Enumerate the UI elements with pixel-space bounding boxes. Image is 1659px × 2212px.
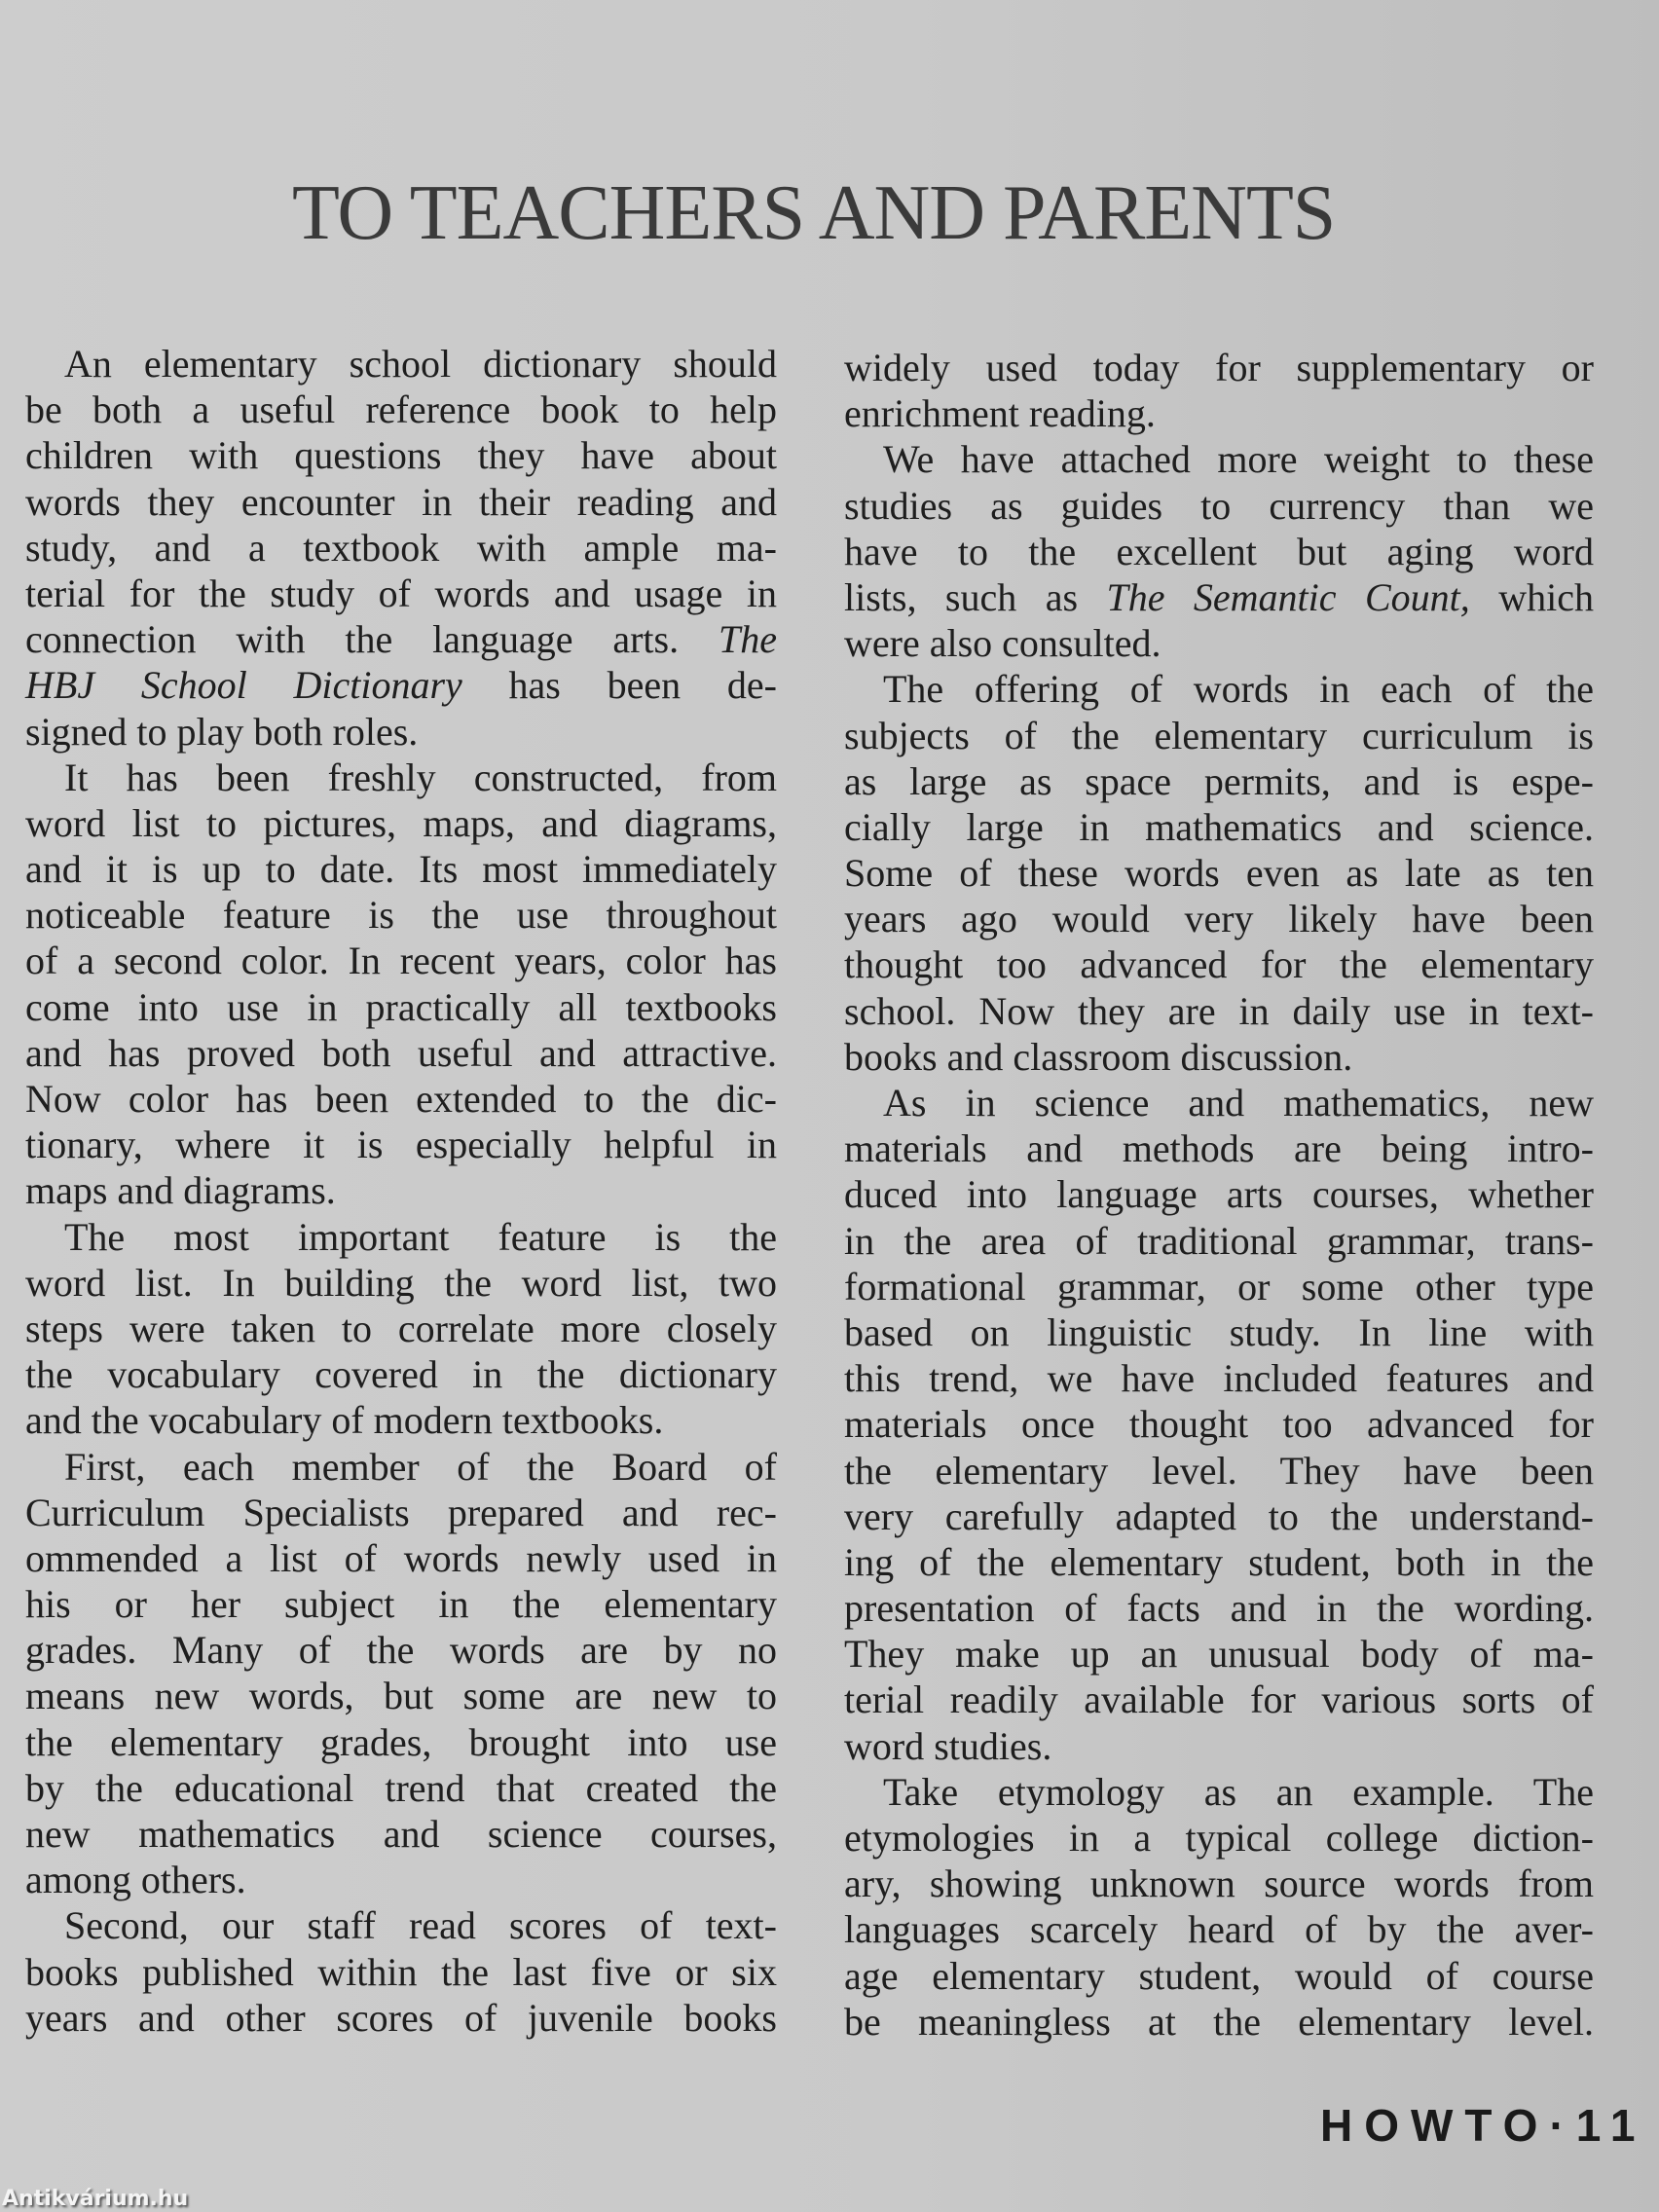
text-line: studies as guides to currency than we — [844, 483, 1594, 528]
paragraph — [844, 1769, 1594, 2045]
text-line: age elementary student, would of course — [844, 1953, 1594, 1998]
text-segment: which — [1469, 574, 1594, 619]
text-line: Some of these words even as late as ten — [844, 851, 1594, 896]
text-line: word list. In building the word list, two — [25, 1260, 777, 1305]
text-line: word list to pictures, maps, and diagrams, — [25, 800, 777, 845]
paragraph — [25, 1214, 777, 1444]
text-line: widely used today for supplementary or — [844, 346, 1594, 389]
text-line: study, and a textbook with ample ma- — [25, 525, 777, 570]
paragraph — [25, 1444, 777, 1903]
text-line: ary, showing unknown source words from — [844, 1862, 1594, 1906]
paragraph — [844, 666, 1594, 1080]
text-line: word studies. — [844, 1723, 1052, 1768]
text-line: signed to play both roles. — [25, 709, 419, 754]
text-line: come into use in practically all textbooks — [25, 984, 777, 1029]
text-line: It has been freshly constructed, from — [64, 755, 777, 799]
text-line: Take etymology as an example. The — [883, 1769, 1594, 1814]
text-line: children with questions they have about — [25, 433, 777, 478]
paragraph — [844, 436, 1594, 666]
text-line: duced into language arts courses, whether — [844, 1172, 1594, 1217]
text-line — [844, 574, 1594, 620]
text-line — [25, 616, 777, 662]
text-line: and has proved both useful and attractive. — [25, 1030, 777, 1075]
text-line: materials once thought too advanced for — [844, 1402, 1594, 1447]
text-line: steps were taken to correlate more closely — [25, 1306, 777, 1350]
text-line: Curriculum Specialists prepared and rec- — [25, 1490, 777, 1534]
text-line: his or her subject in the elementary — [25, 1582, 777, 1627]
italic-title: HBJ School Dictionary — [25, 663, 462, 708]
text-line: The offering of words in each of the — [883, 667, 1594, 712]
paragraph — [844, 345, 1594, 436]
italic-title: The — [719, 617, 777, 662]
text-line: were also consulted. — [844, 621, 1161, 666]
text-line: We have attached more weight to these — [883, 437, 1594, 482]
text-line: etymologies in a typical college diction- — [844, 1816, 1594, 1860]
text-line — [25, 662, 777, 708]
text-line: this trend, we have included features and — [844, 1356, 1594, 1401]
text-line: school. Now they are in daily use in text- — [844, 988, 1594, 1033]
text-line: Now color has been extended to the dic- — [25, 1077, 777, 1121]
text-line: cially large in mathematics and science. — [844, 804, 1594, 849]
paragraph — [25, 1902, 777, 2041]
text-line: very carefully adapted to the understand- — [844, 1493, 1594, 1538]
paragraph — [25, 341, 777, 755]
text-line: years ago would very likely have been — [844, 897, 1594, 941]
text-line: books published within the last five or six — [25, 1949, 777, 1994]
text-line: and it is up to date. Its most immediately — [25, 847, 777, 892]
text-line: terial readily available for various sorts of — [844, 1677, 1594, 1722]
text-line: and the vocabulary of modern textbooks. — [25, 1398, 664, 1443]
text-segment: has been de- — [461, 663, 777, 708]
text-line: books and classroom discussion. — [844, 1034, 1353, 1079]
text-line: tionary, where it is especially helpful in — [25, 1123, 777, 1167]
text-line: formational grammar, or some other type — [844, 1264, 1594, 1309]
text-line: among others. — [25, 1858, 246, 1902]
text-segment: lists, such as — [844, 574, 1107, 619]
text-line: in the area of traditional grammar, trans- — [844, 1218, 1594, 1263]
text-line: presentation of facts and in the wording. — [844, 1586, 1594, 1631]
text-line: They make up an unusual body of ma- — [844, 1632, 1594, 1677]
text-line: The most important feature is the — [64, 1214, 777, 1259]
text-column-left — [25, 341, 777, 2041]
text-line: Second, our staff read scores of text- — [64, 1903, 777, 1948]
text-line: the elementary grades, brought into use — [25, 1719, 777, 1764]
text-line: as large as space permits, and is espe- — [844, 758, 1594, 803]
text-column-right — [844, 345, 1594, 2045]
italic-title: The Semantic Count, — [1106, 574, 1470, 619]
text-line: based on linguistic study. In line with — [844, 1309, 1594, 1354]
text-line: be meaningless at the elementary level. — [844, 1999, 1594, 2044]
text-line: words they encounter in their reading and — [25, 479, 777, 524]
text-line: An elementary school dictionary should — [64, 342, 777, 386]
text-line: be both a useful reference book to help — [25, 387, 777, 432]
text-line: terial for the study of words and usage in — [25, 571, 777, 615]
text-line: maps and diagrams. — [25, 1168, 336, 1213]
text-line: of a second color. In recent years, color has — [25, 939, 777, 983]
text-line: enrichment reading. — [844, 391, 1156, 436]
text-line: As in science and mathematics, new — [883, 1081, 1594, 1124]
text-line: years and other scores of juvenile books — [25, 1995, 777, 2040]
text-line: the vocabulary covered in the dictionary — [25, 1352, 777, 1397]
text-line: ommended a list of words newly used in — [25, 1535, 777, 1580]
text-line: thought too advanced for the elementary — [844, 942, 1594, 987]
text-line: materials and methods are being intro- — [844, 1126, 1594, 1171]
paragraph — [844, 1080, 1594, 1769]
text-line: by the educational trend that created the — [25, 1765, 777, 1810]
text-line: ing of the elementary student, both in the — [844, 1539, 1594, 1584]
text-line: grades. Many of the words are by no — [25, 1628, 777, 1673]
text-line: new mathematics and science courses, — [25, 1812, 777, 1856]
paragraph — [25, 755, 777, 1214]
text-line: have to the excellent but aging word — [844, 529, 1594, 573]
text-line: means new words, but some are new to — [25, 1674, 777, 1718]
running-head-page-number: HOWTO·11 — [1320, 2100, 1647, 2151]
page-title: TO TEACHERS AND PARENTS — [292, 169, 1336, 256]
text-line: the elementary level. They have been — [844, 1448, 1594, 1493]
text-line: noticeable feature is the use throughout — [25, 893, 777, 938]
watermark: Antikvárium.hu — [2, 2187, 189, 2211]
text-line: languages scarcely heard of by the aver- — [844, 1907, 1594, 1952]
text-line: subjects of the elementary curriculum is — [844, 713, 1594, 757]
text-segment: connection with the language arts. — [25, 617, 719, 662]
text-line: First, each member of the Board of — [64, 1444, 777, 1489]
